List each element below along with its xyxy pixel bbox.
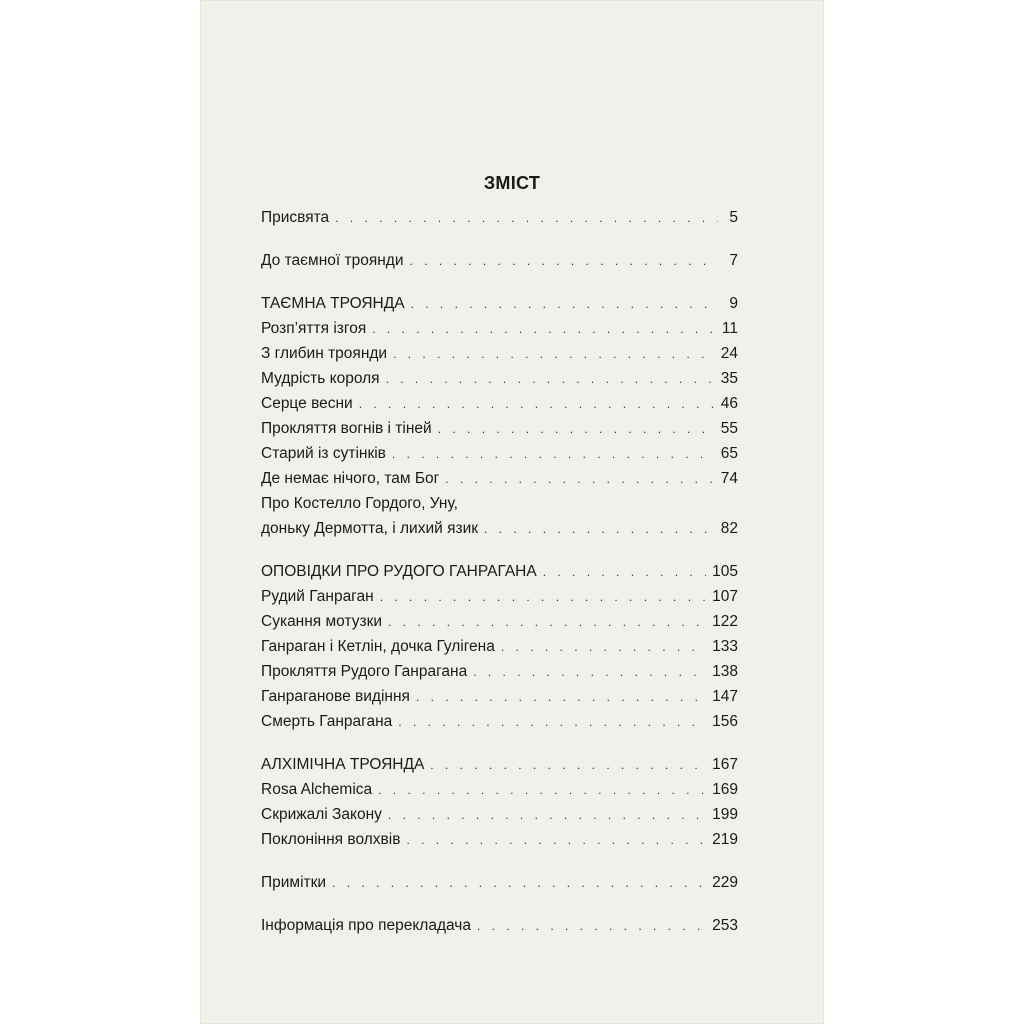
dot-leader — [359, 392, 715, 417]
toc-entry — [261, 391, 738, 416]
toc-entry-label: Прокляття Рудого Ганрагана — [261, 663, 468, 680]
toc-entry-label: Про Костелло Гордого, Уну, — [261, 495, 458, 512]
dot-leader — [484, 517, 715, 542]
toc-entry-label: Ганраганове видіння — [261, 688, 410, 705]
toc-entry-page-number: 11 — [721, 320, 738, 337]
dot-leader — [411, 292, 718, 317]
toc-entry-label: Серце весни — [261, 395, 353, 412]
toc-entry-page-number: 65 — [720, 445, 738, 462]
dot-leader — [332, 871, 706, 896]
toc-entry — [261, 659, 738, 684]
toc-entry — [261, 609, 738, 634]
toc-entry-page-number: 105 — [712, 563, 738, 580]
dot-leader — [378, 778, 706, 803]
toc-entry — [261, 634, 738, 659]
dot-leader — [392, 442, 715, 467]
dot-leader — [386, 367, 715, 392]
toc-entry — [261, 441, 738, 466]
toc-entry — [261, 291, 738, 316]
dot-leader — [393, 342, 715, 367]
toc-entry-label: Скрижалі Закону — [261, 806, 382, 823]
toc-entry — [261, 827, 738, 852]
toc-entry — [261, 416, 738, 441]
dot-leader — [501, 635, 706, 660]
toc-entry-page-number: 167 — [712, 756, 738, 773]
dot-leader — [543, 560, 706, 585]
toc-entry-label: Rosa Alchemica — [261, 781, 373, 798]
dot-leader — [445, 467, 714, 492]
book-page — [200, 0, 824, 1024]
toc-entry-page-number: 46 — [720, 395, 738, 412]
toc-entry-label: Мудрість короля — [261, 370, 380, 387]
toc-entry-label: Рудий Ганраган — [261, 588, 374, 605]
toc-entry-page-number: 147 — [712, 688, 738, 705]
toc-entry-label: Присвята — [261, 209, 330, 226]
toc-entry-page-number: 253 — [712, 917, 738, 934]
toc-entry — [261, 491, 738, 516]
dot-leader — [473, 660, 706, 685]
toc-entry-page-number: 107 — [712, 588, 738, 605]
dot-leader — [388, 610, 706, 635]
toc-entry-label: З глибин троянди — [261, 345, 388, 362]
toc-entry — [261, 870, 738, 895]
toc-entry-label: Сукання мотузки — [261, 613, 383, 630]
toc-entry-page-number: 122 — [712, 613, 738, 630]
dot-leader — [380, 585, 706, 610]
toc-entry — [261, 248, 738, 273]
toc-entry-page-number: 82 — [720, 520, 738, 537]
toc-entry — [261, 341, 738, 366]
toc-entry — [261, 802, 738, 827]
dot-leader — [335, 206, 718, 231]
toc-entry-page-number: 55 — [720, 420, 738, 437]
toc-entry — [261, 913, 738, 938]
toc-entry-page-number: 219 — [712, 831, 738, 848]
dot-leader — [388, 803, 706, 828]
dot-leader — [438, 417, 715, 442]
toc-entry-label: Поклоніння волхвів — [261, 831, 401, 848]
toc-entry-page-number: 229 — [712, 874, 738, 891]
toc-entry-label: доньку Дермотта, і лихий язик — [261, 520, 479, 537]
toc-entry — [261, 466, 738, 491]
toc-entry-label: Розп’яття ізгоя — [261, 320, 367, 337]
toc-entry-label: ОПОВІДКИ ПРО РУДОГО ГАНРАГАНА — [261, 563, 537, 580]
dot-leader — [477, 914, 706, 939]
toc-entry-label: До таємної троянди — [261, 252, 404, 269]
toc-entry — [261, 316, 738, 341]
toc-entry-page-number: 199 — [712, 806, 738, 823]
toc-entry — [261, 777, 738, 802]
toc-entry-page-number: 138 — [712, 663, 738, 680]
toc-entry-label: Інформація про перекладача — [261, 917, 471, 934]
toc-entry-label: АЛХІМІЧНА ТРОЯНДА — [261, 756, 425, 773]
toc-entry-page-number: 7 — [729, 252, 738, 269]
toc-entry-label: Смерть Ганрагана — [261, 713, 393, 730]
toc-entry — [261, 516, 738, 541]
toc-entry-label: Ганраган і Кетлін, дочка Гулігена — [261, 638, 495, 655]
toc-entry — [261, 559, 738, 584]
dot-leader — [406, 828, 706, 853]
toc-entry — [261, 684, 738, 709]
toc-entry — [261, 584, 738, 609]
dot-leader — [372, 317, 716, 342]
toc-entry — [261, 752, 738, 777]
toc-entry-page-number: 35 — [720, 370, 738, 387]
toc-entry-page-number: 9 — [729, 295, 738, 312]
page-title: ЗМІСТ — [483, 173, 541, 193]
dot-leader — [430, 753, 706, 778]
toc-entry-page-number: 169 — [712, 781, 738, 798]
toc-entry-label: Примітки — [261, 874, 327, 891]
toc-entry-page-number: 24 — [720, 345, 738, 362]
toc-entry — [261, 205, 738, 230]
toc-entry-label: Де немає нічого, там Бог — [261, 470, 440, 487]
toc-entry-page-number: 5 — [729, 209, 738, 226]
toc-entry — [261, 366, 738, 391]
toc-entry-page-number: 74 — [720, 470, 738, 487]
toc-entry-page-number: 156 — [712, 713, 738, 730]
toc-entry — [261, 709, 738, 734]
table-of-contents — [261, 205, 738, 938]
dot-leader — [416, 685, 706, 710]
toc-entry-label: Прокляття вогнів і тіней — [261, 420, 432, 437]
dot-leader — [410, 249, 719, 274]
toc-entry-page-number: 133 — [712, 638, 738, 655]
toc-entry-label: Старий із сутінків — [261, 445, 386, 462]
toc-entry-label: ТАЄМНА ТРОЯНДА — [261, 295, 405, 312]
dot-leader — [398, 710, 706, 735]
